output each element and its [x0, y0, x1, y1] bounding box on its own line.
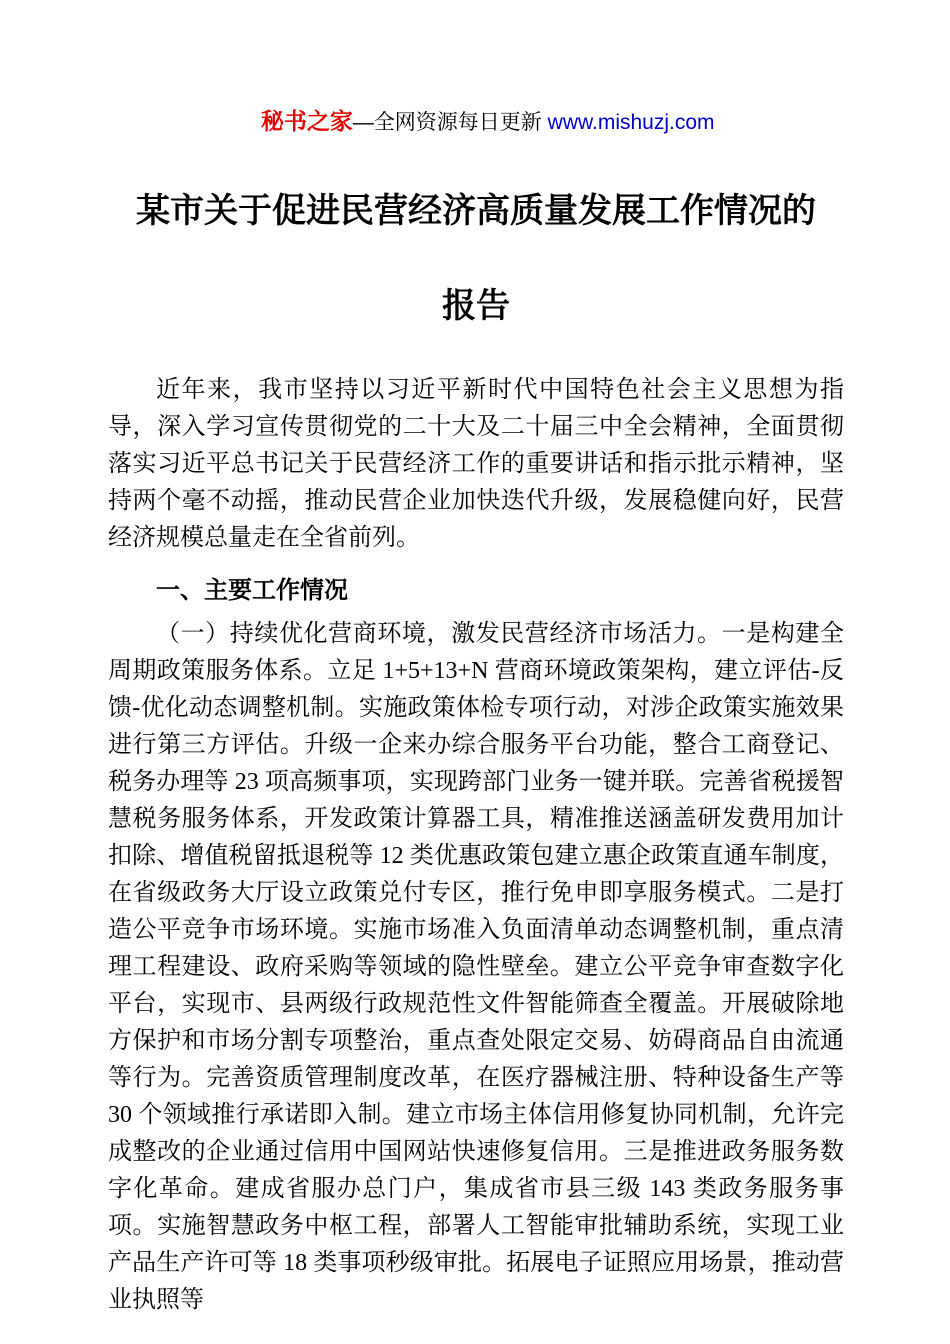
- section1-paragraph: （一）持续优化营商环境，激发民营经济市场活力。一是构建全周期政策服务体系。立足 1+5+13+N 营商环境政策架构，建立评估-反馈-优化动态调整机制。实施政策体检专项行动，对涉企政策实施效果进行第三方评估。升级一企来办综合服务平台功能，整合工商登记、税务办理等 23 项高频事项，实现跨部门业务一键并联。完善省税援智慧税务服务体系，开发政策计算器工具，精准推送涵盖研发费用加计扣除、增值税留抵退税等 12 类优惠政策包建立惠企政策直通车制度，在省级政务大厅设立政策兑付专区，推行免申即享服务模式。二是打造公平竞争市场环境。实施市场准入负面清单动态调整机制，重点清理工程建设、政府采购等领域的隐性壁垒。建立公平竞争审查数字化平台，实现市、县两级行政规范性文件智能筛查全覆盖。开展破除地方保护和市场分割专项整治，重点查处限定交易、妨碍商品自由流通等行为。完善资质管理制度改革，在医疗器械注册、特种设备生产等 30 个领域推行承诺即入制。建立市场主体信用修复协同机制，允许完成整改的企业通过信用中国网站快速修复信用。三是推进政务服务数字化革命。建成省服办总门户，集成省市县三级 143 类政务服务事项。实施智慧政务中枢工程，部署人工智能审批辅助系统，实现工业产品生产许可等 18 类事项秒级审批。拓展电子证照应用场景，推动营业执照等: [108, 621, 844, 1313]
- site-url-link[interactable]: www.mishuzj.com: [547, 111, 715, 134]
- intro-paragraph: 近年来，我市坚持以习近平新时代中国特色社会主义思想为指导，深入学习宣传贯彻党的二十大及二十届三中全会精神，全面贯彻落实习近平总书记关于民营经济工作的重要讲话和指示批示精神，坚持两个毫不动摇，推动民营企业加快迭代升级，发展稳健向好，民营经济规模总量走在全省前列。: [108, 377, 844, 551]
- document-title-line-1: 某市关于促进民营经济高质量发展工作情况的: [136, 193, 816, 230]
- site-brand: 秘书之家: [260, 109, 353, 134]
- document-body: [108, 372, 844, 1319]
- section-heading-1: 一、主要工作情况: [156, 578, 348, 604]
- document-title: [108, 191, 844, 328]
- site-tagline: —全网资源每日更新: [352, 111, 548, 134]
- document-title-line-2: 报告: [442, 287, 510, 325]
- site-header: [108, 80, 844, 165]
